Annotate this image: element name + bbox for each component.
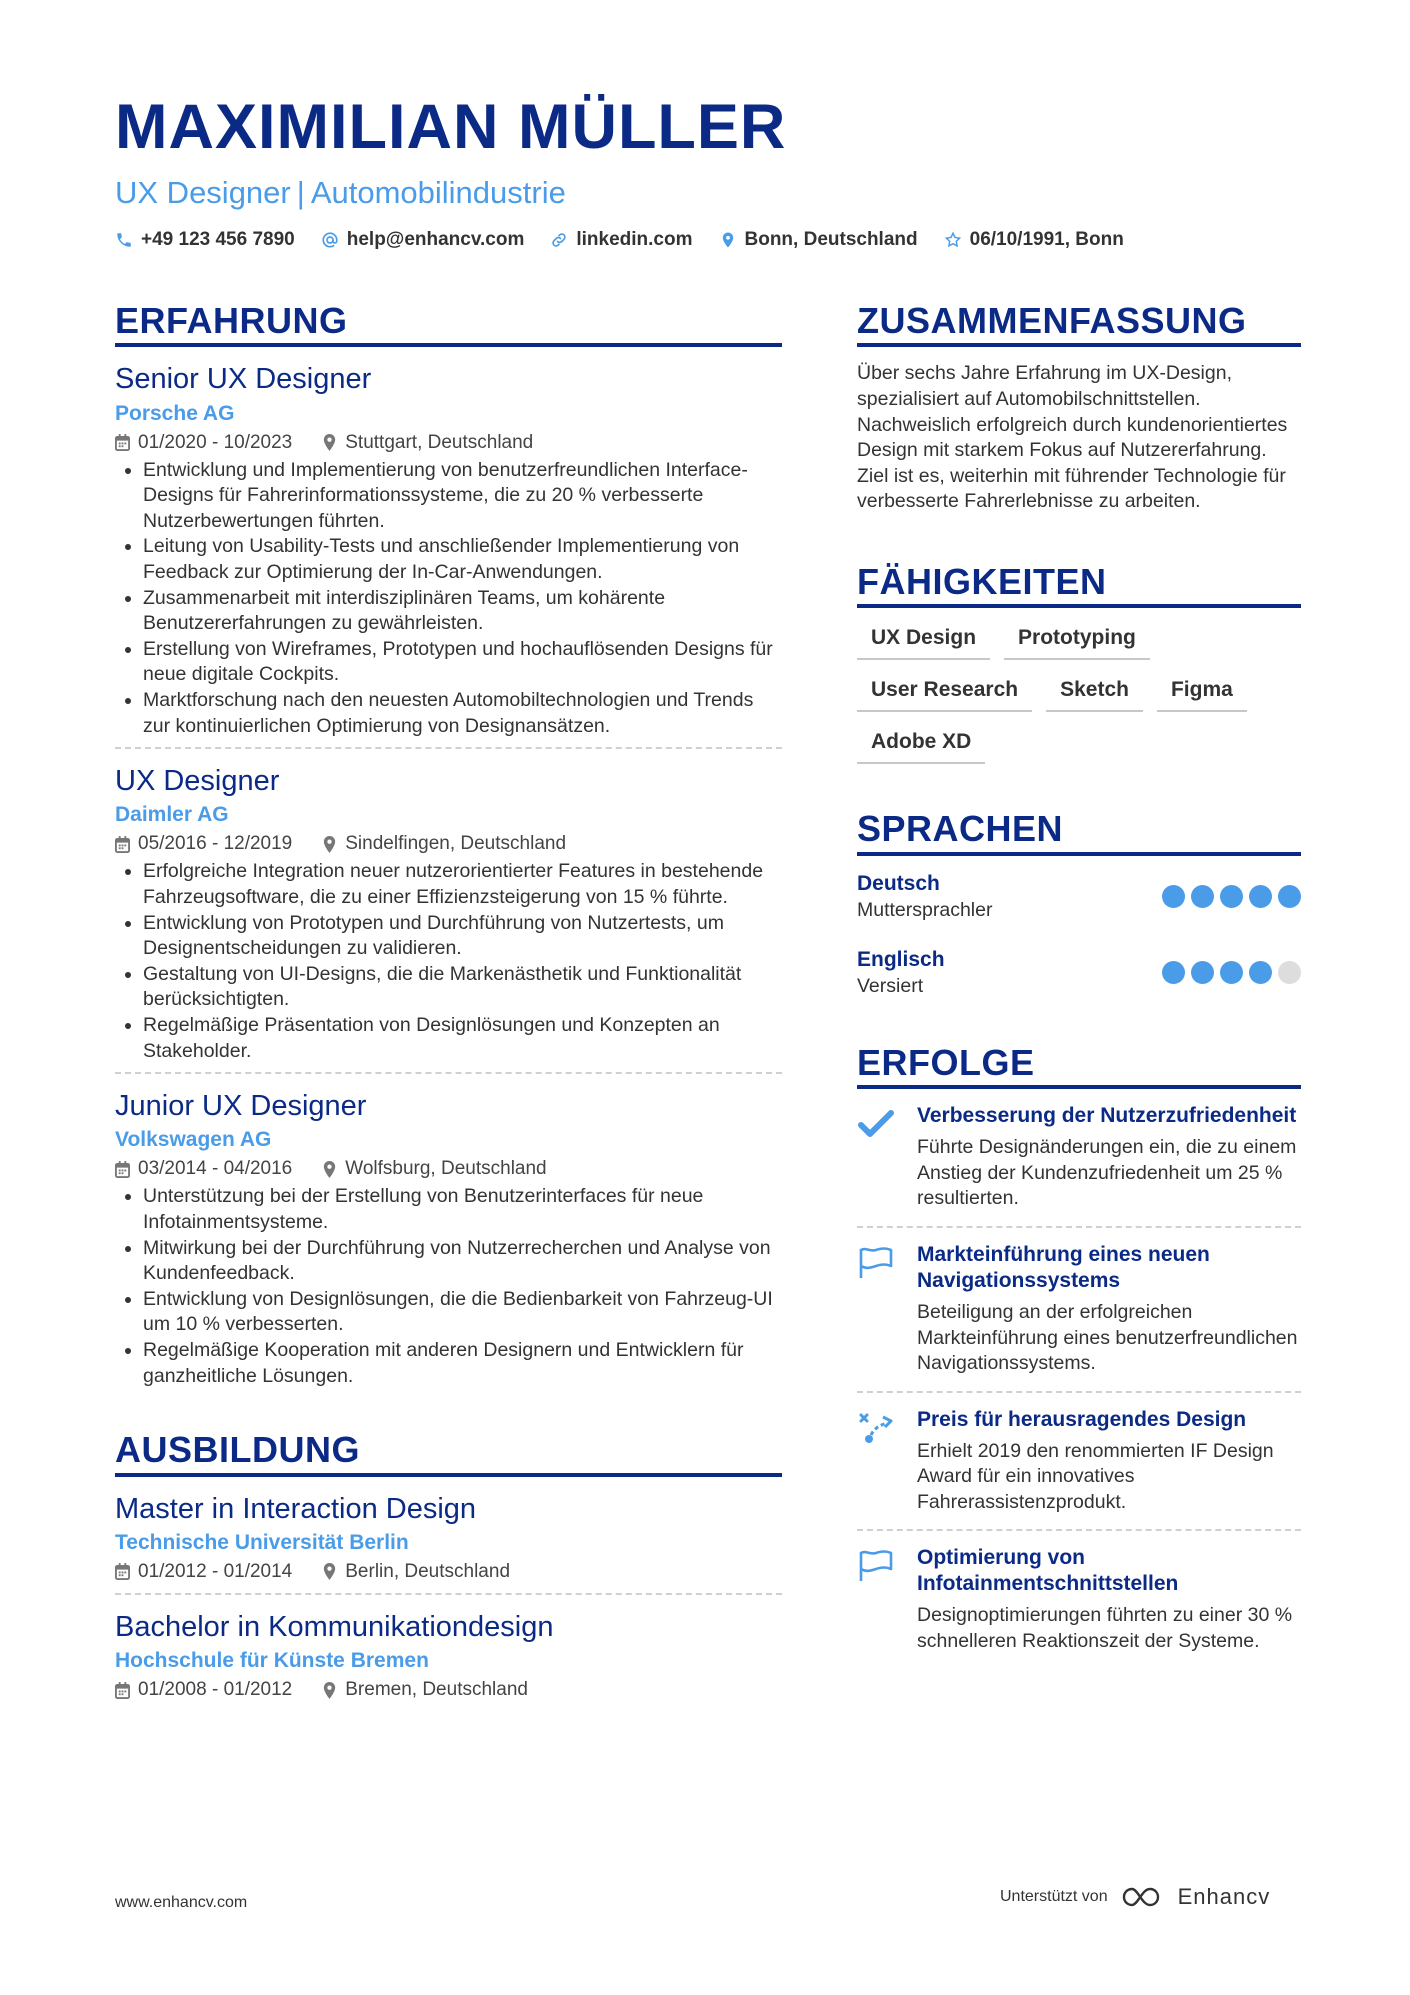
job-company: Volkswagen AG	[115, 1128, 272, 1152]
education-entry	[115, 1477, 782, 1583]
rating-dot-filled	[1162, 961, 1185, 984]
rating-dot-filled	[1191, 961, 1214, 984]
experience-entry	[115, 747, 782, 1064]
bullet-item: • Unterstützung bei der Erstellung von Benutzerinterfaces für neue Infotainmentsysteme.	[143, 1184, 782, 1235]
job-dates	[115, 1158, 292, 1180]
achievement-title: Preis für herausragendes Design	[917, 1407, 1247, 1431]
job-dates	[115, 833, 292, 855]
language-name: Deutsch	[857, 871, 940, 895]
bullet-item: • Erfolgreiche Integration neuer nutzerorientierter Features in bestehende Fahrzeugsoftware, die zu einer Effizienzsteigerung von 15 % führte.	[143, 859, 782, 910]
school: Technische Universität Berlin	[115, 1530, 409, 1554]
bullet-item: • Marktforschung nach den neuesten Automobiltechnologien und Trends zur kontinuierlichen Optimierung von Designansätzen.	[143, 688, 782, 739]
education-location-text: Bremen, Deutschland	[345, 1679, 528, 1701]
skill-tag: Adobe XD	[857, 726, 985, 764]
experience-entry	[115, 347, 782, 739]
language-item	[857, 872, 1301, 922]
bullet-item: • Entwicklung von Prototypen und Durchführung von Nutzertests, um Designentscheidungen zu validieren.	[143, 911, 782, 962]
flag-icon	[857, 1246, 895, 1280]
bullet-item: • Gestaltung von UI-Designs, die die Markenästhetik und Funktionalität berücksichtigten.	[143, 962, 782, 1013]
industry: Automobilindustrie	[310, 175, 566, 210]
job-location	[322, 1158, 546, 1180]
skill-tag: Figma	[1157, 674, 1247, 712]
skills-list	[857, 622, 1301, 764]
summary-text: Über sechs Jahre Erfahrung im UX-Design, spezialisiert auf Automobilschnittstellen. Nachweislich erfolgreich durch kundenorientiertes Design mit starkem Fokus auf Nutzererfahrung. Ziel ist es, weiterhin mit führender Technologie für verbesserte Fahrerlebnisse zu arbeiten.	[857, 362, 1288, 513]
job-location	[322, 432, 533, 454]
rating-dot-filled	[1249, 961, 1272, 984]
achievement-item	[857, 1089, 1301, 1226]
footer-website[interactable]: www.enhancv.com	[115, 1894, 248, 1911]
achievement-icon-wrap	[857, 1407, 901, 1516]
job-role: Junior UX Designer	[115, 1090, 367, 1123]
headline	[115, 174, 566, 211]
rating-dot-filled	[1249, 885, 1272, 908]
location-pin-icon	[719, 231, 737, 249]
skills-heading: FÄHIGKEITEN	[857, 561, 1301, 608]
contact-phone[interactable]	[115, 229, 295, 251]
job-bullets	[115, 859, 782, 1064]
achievement-title: Verbesserung der Nutzerzufriedenheit	[917, 1104, 1297, 1128]
footer-branding	[1000, 1884, 1270, 1910]
right-column	[857, 300, 1301, 1669]
achievements-heading: ERFOLGE	[857, 1042, 1301, 1089]
strategy-icon	[857, 1411, 895, 1445]
language-rating	[1162, 961, 1301, 984]
language-rating	[1162, 885, 1301, 908]
phone-icon	[115, 231, 133, 249]
achievement-item	[857, 1391, 1301, 1530]
calendar-icon	[115, 1682, 130, 1699]
location-pin-icon	[322, 1563, 337, 1580]
languages-heading: SPRACHEN	[857, 808, 1301, 855]
calendar-icon	[115, 836, 130, 853]
bullet-item: • Entwicklung und Implementierung von benutzerfreundlichen Interface-Designs für Fahrerinformationssysteme, die zu 20 % verbesserte Nutzerbewertungen führten.	[143, 458, 782, 535]
job-dates-text: 05/2016 - 12/2019	[138, 833, 293, 855]
job-dates-text: 03/2014 - 04/2016	[138, 1158, 293, 1180]
job-company: Porsche AG	[115, 401, 235, 425]
achievement-item	[857, 1226, 1301, 1391]
job-meta	[115, 1158, 782, 1180]
degree: Bachelor in Kommunikationdesign	[115, 1610, 554, 1643]
job-company: Daimler AG	[115, 803, 229, 827]
at-icon	[321, 231, 339, 249]
language-level: Versiert	[857, 974, 924, 997]
job-dates	[115, 432, 292, 454]
experience-heading: ERFAHRUNG	[115, 300, 782, 347]
degree: Master in Interaction Design	[115, 1492, 477, 1525]
left-column	[115, 300, 782, 1701]
education-dates-text: 01/2012 - 01/2014	[138, 1560, 293, 1582]
job-role: Senior UX Designer	[115, 363, 372, 396]
achievement-icon-wrap	[857, 1242, 901, 1377]
achievement-desc: Führte Designänderungen ein, die zu einem Anstieg der Kundenzufriedenheit um 25 % resultierten.	[917, 1136, 1297, 1210]
checkmark-icon	[857, 1107, 895, 1141]
language-level: Muttersprachler	[857, 898, 993, 921]
phone-text: +49 123 456 7890	[141, 229, 295, 250]
location-pin-icon	[322, 434, 337, 451]
education-location	[322, 1679, 528, 1701]
birth-text: 06/10/1991, Bonn	[969, 229, 1124, 250]
title-separator: |	[296, 175, 305, 210]
bullet-item: • Mitwirkung bei der Durchführung von Nutzerrecherchen und Analyse von Kundenfeedback.	[143, 1236, 782, 1287]
achievement-desc: Beteiligung an der erfolgreichen Markteinführung eines benutzerfreundlichen Navigationssystems.	[917, 1300, 1298, 1375]
rating-dot-filled	[1278, 885, 1301, 908]
job-meta	[115, 833, 782, 855]
calendar-icon	[115, 1563, 130, 1580]
job-location-text: Sindelfingen, Deutschland	[345, 833, 567, 855]
rating-dot-filled	[1220, 885, 1243, 908]
achievement-desc: Erhielt 2019 den renommierten IF Design Award für ein innovatives Fahrerassistenzprodukt.	[917, 1439, 1274, 1513]
skill-tag: Prototyping	[1004, 622, 1150, 660]
job-bullets	[115, 458, 782, 740]
skill-tag: UX Design	[857, 622, 990, 660]
job-location-text: Stuttgart, Deutschland	[345, 431, 534, 453]
star-icon	[944, 231, 962, 249]
rating-dot-filled	[1220, 961, 1243, 984]
bullet-item: • Leitung von Usability-Tests und anschließender Implementierung von Feedback zur Optimierung der In-Car-Anwendungen.	[143, 534, 782, 585]
achievement-icon-wrap	[857, 1103, 901, 1212]
job-location-text: Wolfsburg, Deutschland	[345, 1158, 547, 1180]
contact-email[interactable]	[321, 229, 525, 251]
flag-icon	[857, 1549, 895, 1583]
link-icon	[550, 231, 568, 249]
education-entry	[115, 1593, 782, 1701]
contact-linkedin[interactable]	[550, 229, 692, 251]
rating-dot-filled	[1162, 885, 1185, 908]
language-item	[857, 948, 1301, 998]
linkedin-text: linkedin.com	[576, 229, 693, 250]
rating-dot-filled	[1191, 885, 1214, 908]
education-dates-text: 01/2008 - 01/2012	[138, 1679, 293, 1701]
achievement-item	[857, 1529, 1301, 1668]
enhancv-logo-icon	[1120, 1885, 1166, 1909]
location-pin-icon	[322, 1161, 337, 1178]
bullet-item: • Regelmäßige Präsentation von Designlösungen und Konzepten an Stakeholder.	[143, 1013, 782, 1064]
candidate-name: MAXIMILIAN MÜLLER	[115, 92, 787, 162]
contact-bar	[115, 229, 1124, 251]
achievement-icon-wrap	[857, 1545, 901, 1654]
achievement-desc: Designoptimierungen führten zu einer 30 % schnelleren Reaktionszeit der Systeme.	[917, 1604, 1293, 1653]
achievement-title: Markteinführung eines neuen Navigationssystems	[917, 1242, 1210, 1292]
achievement-title: Optimierung von Infotainmentschnittstellen	[917, 1546, 1179, 1596]
job-dates-text: 01/2020 - 10/2023	[138, 431, 293, 453]
location-pin-icon	[322, 836, 337, 853]
contact-location	[719, 229, 918, 251]
email-text: help@enhancv.com	[346, 229, 525, 250]
location-pin-icon	[322, 1682, 337, 1699]
contact-birth	[944, 229, 1124, 251]
education-location-text: Berlin, Deutschland	[345, 1560, 511, 1582]
bullet-item: • Entwicklung von Designlösungen, die die Bedienbarkeit von Fahrzeug-UI um 10 % verbesserten.	[143, 1287, 782, 1338]
language-name: Englisch	[857, 947, 945, 971]
enhancv-brand: Enhancv	[1177, 1884, 1271, 1909]
calendar-icon	[115, 434, 130, 451]
skill-tag: User Research	[857, 674, 1032, 712]
education-heading: AUSBILDUNG	[115, 1429, 782, 1476]
job-role: UX Designer	[115, 765, 280, 798]
education-location	[322, 1561, 510, 1583]
bullet-item: • Erstellung von Wireframes, Prototypen und hochauflösenden Designs für neue digitale Cockpits.	[143, 637, 782, 688]
summary-heading: ZUSAMMENFASSUNG	[857, 300, 1301, 347]
job-meta	[115, 432, 782, 454]
powered-by-text: Unterstützt von	[1000, 1888, 1108, 1905]
education-dates	[115, 1561, 292, 1583]
job-location	[322, 833, 566, 855]
experience-entry	[115, 1072, 782, 1389]
bullet-item: • Zusammenarbeit mit interdisziplinären Teams, um kohärente Benutzererfahrungen zu gewährleisten.	[143, 586, 782, 637]
calendar-icon	[115, 1161, 130, 1178]
location-text: Bonn, Deutschland	[744, 229, 918, 250]
skill-tag: Sketch	[1046, 674, 1143, 712]
school: Hochschule für Künste Bremen	[115, 1649, 429, 1673]
job-bullets	[115, 1184, 782, 1389]
bullet-item: • Regelmäßige Kooperation mit anderen Designern und Entwicklern für ganzheitliche Lösungen.	[143, 1338, 782, 1389]
job-title: UX Designer	[115, 175, 291, 210]
education-meta	[115, 1561, 782, 1583]
education-dates	[115, 1679, 292, 1701]
education-meta	[115, 1679, 782, 1701]
rating-dot-empty	[1278, 961, 1301, 984]
